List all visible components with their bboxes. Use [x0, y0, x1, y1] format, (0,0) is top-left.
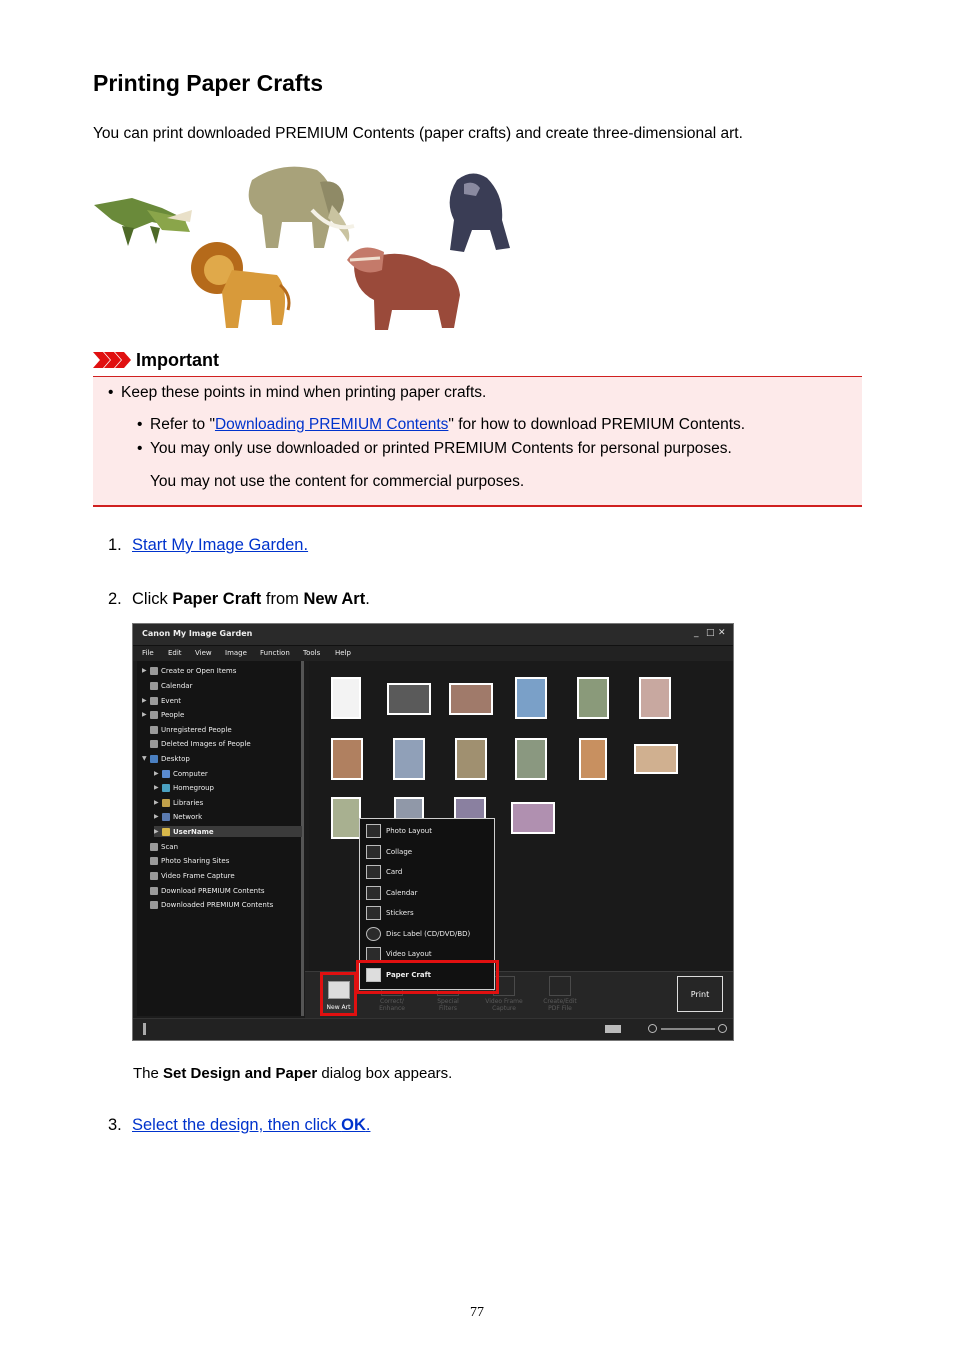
folder-icon — [150, 901, 158, 909]
thumbnail-image[interactable] — [515, 738, 547, 780]
sharing-icon — [150, 857, 158, 865]
menu-edit[interactable]: Edit — [168, 649, 182, 657]
menu-item-label: Paper Craft — [386, 971, 432, 979]
download-icon — [150, 887, 158, 895]
zoom-in-icon[interactable] — [718, 1024, 727, 1033]
link-bold-ok: OK — [341, 1116, 366, 1134]
start-my-image-garden-link[interactable]: Start My Image Garden. — [132, 536, 309, 554]
tree-deleted-people[interactable] — [142, 738, 251, 749]
menu-view[interactable]: View — [195, 649, 212, 657]
print-button[interactable]: Print — [677, 976, 723, 1012]
pdf-icon — [549, 976, 571, 996]
menu-item-stickers[interactable] — [366, 906, 414, 920]
my-image-garden-screenshot — [132, 623, 734, 1041]
menu-item-label: Stickers — [386, 909, 414, 917]
expand-arrow-icon[interactable]: ▶ — [142, 711, 147, 718]
person-icon — [150, 711, 158, 719]
page-title: Printing Paper Crafts — [93, 70, 324, 96]
thumbnail-image[interactable] — [387, 683, 431, 715]
menu-image[interactable]: Image — [225, 649, 247, 657]
menu-item-label: Video Layout — [386, 950, 432, 958]
app-window-title: Canon My Image Garden — [142, 629, 253, 638]
thumbnail-image[interactable] — [455, 738, 487, 780]
tree-label: People — [161, 710, 185, 719]
menu-tools[interactable]: Tools — [303, 649, 321, 657]
expand-arrow-icon[interactable]: ▶ — [142, 697, 147, 704]
step-number: 2. — [108, 590, 122, 608]
tree-computer[interactable] — [154, 768, 208, 779]
important-sub-point-2-cont: You may not use the content for commercial purposes. — [150, 473, 525, 490]
zoom-slider[interactable] — [661, 1028, 715, 1030]
collapse-arrow-icon[interactable]: ▼ — [142, 755, 147, 762]
tree-calendar[interactable] — [142, 680, 192, 691]
expand-arrow-icon[interactable]: ▶ — [154, 828, 159, 835]
tree-people[interactable] — [142, 709, 184, 720]
expand-arrow-icon[interactable]: ▶ — [154, 799, 159, 806]
thumbnail-image[interactable] — [515, 677, 547, 719]
video-layout-icon — [366, 947, 381, 961]
tree-video-frame[interactable] — [142, 870, 235, 881]
step-number: 1. — [108, 536, 122, 554]
tree-homegroup[interactable] — [154, 782, 214, 793]
step-bold-paper-craft: Paper Craft — [172, 590, 262, 608]
libraries-icon — [162, 799, 170, 807]
tree-label: Scan — [161, 842, 179, 851]
link-text: Select the design, then click — [132, 1116, 342, 1134]
tree-label: Network — [173, 812, 203, 821]
tree-downloaded-premium[interactable] — [142, 899, 273, 910]
menu-help[interactable]: Help — [335, 649, 351, 657]
thumbnail-image[interactable] — [331, 677, 361, 719]
toolbar-label: Video Frame Capture — [485, 998, 523, 1012]
network-icon — [162, 813, 170, 821]
paper-craft-highlight-frame — [356, 960, 499, 994]
menu-item-video-layout[interactable] — [366, 947, 432, 961]
toolbar-label: Create/Edit PDF File — [543, 998, 577, 1012]
bullet-dot: • — [137, 416, 143, 433]
info-icon[interactable] — [143, 1023, 146, 1035]
expand-arrow-icon[interactable]: ▶ — [154, 813, 159, 820]
tree-label: Video Frame Capture — [161, 871, 235, 880]
toolbar-label: Special Filters — [437, 998, 459, 1012]
menu-item-label: Card — [386, 868, 403, 876]
menu-item-calendar[interactable] — [366, 886, 417, 900]
new-art-icon — [328, 981, 350, 999]
tree-label: Download PREMIUM Contents — [161, 886, 265, 895]
zoom-out-icon[interactable] — [648, 1024, 657, 1033]
menu-file[interactable]: File — [142, 649, 154, 657]
tree-label: UserName — [173, 827, 214, 836]
sub1-text-post: " for how to download PREMIUM Contents. — [448, 416, 746, 433]
expand-arrow-icon[interactable]: ▶ — [142, 667, 147, 674]
tree-label: Computer — [173, 769, 208, 778]
stickers-icon — [366, 906, 381, 920]
tree-label: Downloaded PREMIUM Contents — [161, 900, 274, 909]
menu-item-card[interactable] — [366, 865, 402, 879]
important-box — [93, 376, 862, 507]
tree-unregistered-people[interactable] — [142, 724, 232, 735]
tree-username[interactable] — [154, 826, 302, 837]
caption-text: The — [133, 1065, 164, 1082]
app-menu-bar — [133, 646, 733, 661]
app-status-bar — [133, 1018, 733, 1040]
new-art-label: New Art — [326, 1004, 351, 1011]
expand-arrow-icon[interactable]: ▶ — [154, 784, 159, 791]
event-icon — [150, 697, 158, 705]
dialog-caption — [133, 1065, 452, 1082]
thumbnail-image[interactable] — [511, 802, 555, 834]
step-1 — [108, 536, 308, 555]
hippo-figure — [347, 248, 460, 331]
gorilla-figure — [450, 173, 510, 252]
thumbnail-image[interactable] — [331, 797, 361, 839]
homegroup-icon — [162, 784, 170, 792]
tree-label: Unregistered People — [161, 725, 232, 734]
person-icon — [150, 726, 158, 734]
link-text: . — [365, 1116, 371, 1134]
thumbnail-image[interactable] — [579, 738, 607, 780]
page-number: 77 — [470, 1305, 484, 1320]
important-arrows-icon — [93, 351, 133, 369]
tree-desktop[interactable] — [142, 753, 190, 764]
folder-icon — [150, 667, 158, 675]
tree-label: Create or Open Items — [161, 666, 237, 675]
paper-craft-animals-image — [92, 160, 522, 335]
menu-item-photo-layout[interactable] — [366, 824, 432, 838]
tree-label: Libraries — [173, 798, 204, 807]
app-sidebar-tree — [137, 661, 304, 1016]
desktop-icon — [150, 755, 158, 763]
tree-label: Homegroup — [173, 783, 215, 792]
video-icon — [150, 872, 158, 880]
select-design-link[interactable] — [132, 1116, 370, 1134]
menu-item-label: Calendar — [386, 889, 418, 897]
minimize-icon[interactable]: _ — [694, 628, 699, 638]
thumbnail-image[interactable] — [393, 738, 425, 780]
thumbnail-image[interactable] — [449, 683, 493, 715]
create-edit-pdf-button[interactable] — [536, 976, 584, 1012]
user-folder-icon — [162, 828, 170, 836]
close-icon[interactable]: ✕ — [718, 628, 726, 638]
collage-icon — [366, 845, 381, 859]
important-label: Important — [136, 350, 219, 370]
app-title-bar — [133, 624, 733, 646]
maximize-icon[interactable]: □ — [706, 628, 715, 638]
tree-label: Photo Sharing Sites — [161, 856, 230, 865]
bullet-dot: • — [137, 440, 143, 457]
thumbnail-image[interactable] — [577, 677, 609, 719]
tree-event[interactable] — [142, 695, 181, 706]
view-toggle-icon[interactable] — [605, 1025, 621, 1033]
calendar-icon — [366, 886, 381, 900]
menu-item-label: Photo Layout — [386, 827, 432, 835]
tree-label: Event — [161, 696, 182, 705]
new-art-button[interactable] — [320, 972, 357, 1016]
menu-item-label: Collage — [386, 848, 413, 856]
expand-arrow-icon[interactable]: ▶ — [154, 770, 159, 777]
lion-figure — [191, 242, 289, 328]
thumbnail-image[interactable] — [639, 677, 671, 719]
step-text: Click — [132, 590, 173, 608]
caption-text: dialog box appears. — [317, 1065, 453, 1082]
tree-photo-sharing[interactable] — [142, 855, 229, 866]
caption-bold: Set Design and Paper — [163, 1065, 318, 1082]
tree-label: Deleted Images of People — [161, 739, 251, 748]
tree-label: Desktop — [161, 754, 190, 763]
computer-icon — [162, 770, 170, 778]
disc-icon — [366, 927, 381, 941]
step-bold-new-art: New Art — [303, 590, 366, 608]
important-main-point: Keep these points in mind when printing paper crafts. — [121, 384, 487, 401]
thumbnail-image[interactable] — [634, 744, 678, 774]
step-number: 3. — [108, 1116, 122, 1134]
menu-function[interactable]: Function — [260, 649, 290, 657]
step-text: . — [365, 590, 370, 608]
tree-libraries[interactable] — [154, 797, 203, 808]
calendar-icon — [150, 682, 158, 690]
bullet-dot: • — [108, 384, 114, 401]
intro-text: You can print downloaded PREMIUM Contents (paper crafts) and create three-dimensional art. — [93, 125, 743, 142]
photo-layout-icon — [366, 824, 381, 838]
thumbnail-image[interactable] — [331, 738, 363, 780]
elephant-figure — [249, 167, 354, 248]
person-icon — [150, 740, 158, 748]
step-3 — [108, 1116, 370, 1135]
sub1-text-pre: Refer to " — [150, 416, 215, 433]
toolbar-label: Correct/ Enhance — [379, 998, 405, 1012]
important-sub-point-1 — [150, 416, 745, 434]
menu-item-label: Disc Label (CD/DVD/BD) — [386, 930, 471, 938]
important-sub-point-2: You may only use downloaded or printed PREMIUM Contents for personal purposes. — [150, 440, 732, 457]
menu-item-disc-label[interactable] — [366, 927, 470, 941]
card-icon — [366, 865, 381, 879]
tree-scan[interactable] — [142, 841, 178, 852]
tree-label: Calendar — [161, 681, 193, 690]
crocodile-figure — [94, 198, 192, 246]
step-text: from — [261, 590, 304, 608]
step-2 — [108, 590, 370, 609]
tree-download-premium[interactable] — [142, 885, 265, 896]
menu-item-collage[interactable] — [366, 845, 412, 859]
downloading-premium-contents-link[interactable]: Downloading PREMIUM Contents — [214, 416, 449, 433]
tree-create-open[interactable] — [142, 665, 236, 676]
scan-icon — [150, 843, 158, 851]
tree-network[interactable] — [154, 811, 202, 822]
